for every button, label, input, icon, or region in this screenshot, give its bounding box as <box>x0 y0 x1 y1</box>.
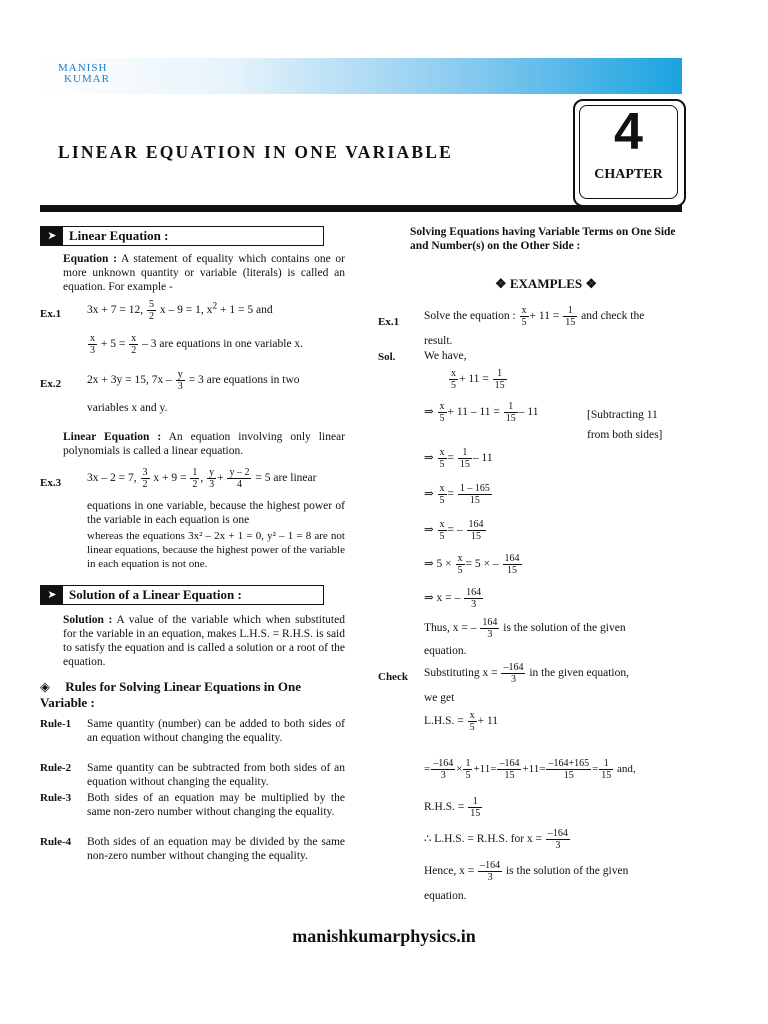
denominator: 3 <box>555 840 561 851</box>
fraction <box>431 758 455 781</box>
example-1-line-2 <box>87 333 303 356</box>
term: Equation : <box>63 253 117 265</box>
fraction <box>478 860 502 883</box>
denominator: 3 <box>177 381 183 392</box>
step-7: ⇒ x = – $\frac{164}{3}$ <box>424 587 482 610</box>
page-title: LINEAR EQUATION IN ONE VARIABLE <box>58 142 453 162</box>
fraction <box>546 828 570 851</box>
fraction <box>468 796 482 819</box>
check-label: Check <box>378 671 408 683</box>
numerator: x <box>521 305 527 316</box>
denominator: 5 <box>465 770 471 781</box>
hence-end: equation. <box>424 890 467 902</box>
logo-line-1: MANISH <box>58 62 108 74</box>
fraction <box>503 553 522 576</box>
header-banner <box>40 58 682 94</box>
term: Solution : <box>63 614 113 626</box>
eq-text: + 1 = 5 and <box>220 304 273 317</box>
fraction <box>458 483 492 506</box>
result-text: result. <box>424 335 453 347</box>
fraction <box>599 758 613 781</box>
numerator: x <box>439 401 445 412</box>
denominator: 15 <box>601 770 612 781</box>
numerator: x <box>457 553 463 564</box>
example-1-line-1 <box>87 299 273 322</box>
rule-label: Rule-1 <box>40 718 72 730</box>
eq-text: = 3 are equations in two <box>188 374 300 387</box>
eq-text: L.H.S. = <box>424 715 464 728</box>
example-label: Ex.2 <box>40 378 62 390</box>
eq-text: in the given equation, <box>529 667 629 680</box>
linear-equation-definition <box>63 430 345 458</box>
denominator: 2 <box>148 311 154 322</box>
numerator: –164 <box>547 828 568 839</box>
numerator: 1 <box>192 467 198 478</box>
chapter-number: 4 <box>614 103 643 161</box>
fraction <box>463 758 472 781</box>
rule-label: Rule-3 <box>40 792 72 804</box>
numerator: –164+165 <box>548 758 590 769</box>
fraction <box>227 467 251 490</box>
denominator: 15 <box>504 770 515 781</box>
rule-label: Rule-4 <box>40 836 72 848</box>
denominator: 3 <box>471 599 477 610</box>
eq-text: = 5 are linear <box>255 472 317 485</box>
check-line-1 <box>424 662 629 685</box>
fraction <box>520 305 529 328</box>
denominator: 15 <box>563 770 574 781</box>
rule-text: Same quantity can be subtracted from both sides of an equation without changing the equality. <box>87 762 345 788</box>
denominator: 15 <box>471 531 482 542</box>
hence-line <box>424 860 628 883</box>
denominator: 15 <box>470 808 481 819</box>
fraction <box>480 617 499 640</box>
rules-title: Rules for Solving Linear Equations in One Variable : <box>40 679 301 710</box>
fraction <box>176 369 185 392</box>
numerator: –164 <box>480 860 501 871</box>
rhs-line <box>424 796 483 819</box>
fraction <box>449 368 458 391</box>
implies-icon: ⇒ <box>424 452 434 465</box>
denominator: 5 <box>439 459 445 470</box>
example-label: Ex.3 <box>40 477 62 489</box>
fraction <box>504 401 518 424</box>
fraction <box>147 299 156 322</box>
denominator: 5 <box>439 531 445 542</box>
numerator: y – 2 <box>229 467 250 478</box>
denominator: 2 <box>192 479 198 490</box>
numerator: 164 <box>466 587 482 598</box>
implies-icon: ⇒ <box>424 592 434 605</box>
solution-label: Sol. <box>378 351 396 363</box>
definition-text: A statement of equality which contains one or more unknown quantity or variable (literals) is called an equation. For example - <box>63 253 346 293</box>
eq-text: Substituting x = <box>424 667 498 680</box>
denominator: 15 <box>459 459 470 470</box>
example-3-explanation-2: whereas the equations 3x² – 2x + 1 = 0, y² – 1 = 8 are not linear equations, because the highest power of the variable in each equation is not one. <box>87 530 345 570</box>
step-4: ⇒ $\frac{x}{5}$ = $\frac{1 - 165}{15}$ <box>424 483 490 506</box>
footer-website[interactable]: manishkumarphysics.in <box>292 926 476 946</box>
numerator: x <box>439 447 445 458</box>
section-heading-linear-equation <box>40 226 324 246</box>
lhs-evaluation: = $\frac{-164}{3}$ × $\frac{1}{5}$ +11= $\frac{-164}{15}$ +11= $\frac{-164+165}{15}$ = $\frac{1}{15}$ and, <box>424 758 636 781</box>
exponent: 2 <box>212 300 218 312</box>
examples-heading: ❖ EXAMPLES ❖ <box>494 276 598 291</box>
eq-text: R.H.S. = <box>424 801 465 814</box>
section-title: Linear Equation : <box>69 228 169 243</box>
numerator: y <box>177 369 183 380</box>
fraction <box>468 710 477 733</box>
conclusion <box>424 617 626 640</box>
numerator: 1 <box>563 305 577 317</box>
rules-heading <box>40 679 345 711</box>
example-3-line-1: 3x – 2 = 7, $\frac{3}{2}$ x + 9 = $\frac{1}{2}$ , $\frac{y}{3}$ + $\frac{y - 2}{4}$ = 5 are linear <box>87 467 317 490</box>
fraction <box>438 483 447 506</box>
diamond-icon: ◈ <box>40 679 50 694</box>
eq-text: Hence, x = <box>424 865 475 878</box>
eq-text: 3x + 7 = 12, <box>87 304 144 317</box>
denominator: 3 <box>440 770 446 781</box>
logo-line-2: KUMAR <box>64 73 110 85</box>
numerator: x <box>439 483 445 494</box>
denominator: 15 <box>565 317 576 328</box>
numerator: 1 <box>493 368 507 380</box>
numerator: x <box>469 710 475 721</box>
denominator: 5 <box>451 380 456 391</box>
eq-text: 2x + 3y = 15, 7x – <box>87 374 172 387</box>
denominator: 5 <box>469 722 475 733</box>
denominator: 15 <box>469 495 480 506</box>
eq-text: + 5 = <box>100 338 126 351</box>
eq-text: – 3 are equations in one variable x. <box>142 338 304 351</box>
fraction <box>497 758 521 781</box>
fraction <box>129 333 138 356</box>
numerator: 1 – 165 <box>459 483 490 494</box>
fraction <box>438 401 447 424</box>
section-heading-solution <box>40 585 324 605</box>
numerator: x <box>439 519 445 530</box>
denominator: 4 <box>236 479 242 490</box>
fraction <box>190 467 199 490</box>
fraction <box>456 553 465 576</box>
numerator: –164 <box>499 758 520 769</box>
eq-text: x – 9 = 1, x <box>159 304 213 317</box>
example-2-line-1 <box>87 369 300 392</box>
denominator: 2 <box>131 345 137 356</box>
definition-text: An equation involving only linear polynomials is called a linear equation. <box>63 431 345 457</box>
step-5: ⇒ $\frac{x}{5}$ = – $\frac{164}{15}$ <box>424 519 484 542</box>
denominator: 5 <box>521 317 527 328</box>
numerator: 1 <box>599 758 613 770</box>
denominator: 3 <box>487 872 493 883</box>
numerator: 1 <box>465 758 471 769</box>
fraction <box>501 662 525 685</box>
conclusion-end: equation. <box>424 645 467 657</box>
fraction <box>546 758 591 781</box>
step-3: ⇒ $\frac{x}{5}$ = $\frac{1}{15}$ – 11 <box>424 447 493 470</box>
numerator: x <box>90 333 95 344</box>
denominator: 15 <box>494 380 505 391</box>
step-6: ⇒ 5 × $\frac{x}{5}$ = 5 × – $\frac{164}{15}$ <box>424 553 520 576</box>
denominator: 5 <box>439 495 445 506</box>
right-example-1: Solve the equation : $\frac{x}{5}$ + 11 = $\frac{1}{15}$ and check the <box>424 305 645 328</box>
step-2-note-2: from both sides] <box>587 429 663 441</box>
step-2-note-1: [Subtracting 11 <box>587 409 658 421</box>
arrow-icon: ➤ <box>41 227 63 245</box>
fraction <box>141 467 150 490</box>
numerator: 1 <box>504 401 518 413</box>
denominator: 15 <box>505 413 516 424</box>
definition-text: A value of the variable which when substituted for the variable in an equation, makes L.H.S. = R.H.S. is said to satisfy the equation and is called a solution or a root of the equation. <box>63 614 345 668</box>
fraction <box>458 447 472 470</box>
equation-definition <box>63 252 345 294</box>
brand-logo <box>58 63 110 85</box>
term: Linear Equation : <box>63 431 162 443</box>
numerator: 1 <box>468 796 482 808</box>
solution-definition <box>63 613 345 669</box>
denominator: 3 <box>90 345 95 356</box>
step-1: $\frac{x}{5}$ + 11 = $\frac{1}{15}$ <box>451 368 505 391</box>
implies-icon: ⇒ <box>424 488 434 501</box>
eq-text: Solve the equation : <box>424 310 516 323</box>
fraction <box>207 467 216 490</box>
fraction <box>563 305 577 328</box>
rule-text: Both sides of an equation may be multiplied by the same non-zero number without changing the equality. <box>87 792 345 818</box>
fraction <box>438 447 447 470</box>
right-heading: Solving Equations having Variable Terms on One Side and Number(s) on the Other Side : <box>410 226 676 252</box>
fraction <box>467 519 486 542</box>
therefore-line <box>424 828 571 851</box>
numerator: 5 <box>148 299 154 310</box>
example-label: Ex.1 <box>378 316 400 328</box>
numerator: x <box>451 368 456 379</box>
chapter-label: CHAPTER <box>594 167 663 182</box>
lhs-line: L.H.S. = $\frac{x}{5}$ + 11 <box>424 710 499 733</box>
check-line-2: we get <box>424 692 455 704</box>
numerator: 164 <box>482 617 498 628</box>
eq-text: and, <box>617 763 636 776</box>
eq-text: 3x – 2 = 7, <box>87 472 137 485</box>
fraction <box>438 519 447 542</box>
eq-text: ∴ L.H.S. = R.H.S. for x = <box>424 833 543 846</box>
solution-intro: We have, <box>424 350 467 362</box>
example-3-explanation-1: equations in one variable, because the highest power of the variable in each equation is one <box>87 500 345 526</box>
denominator: 3 <box>510 674 516 685</box>
numerator: 164 <box>504 553 520 564</box>
fraction <box>493 368 507 391</box>
denominator: 3 <box>209 479 215 490</box>
header-rule <box>40 205 682 212</box>
denominator: 2 <box>142 479 148 490</box>
section-title: Solution of a Linear Equation : <box>69 587 242 602</box>
denominator: 5 <box>439 413 445 424</box>
eq-text: Thus, x = – <box>424 622 477 635</box>
denominator: 15 <box>507 565 517 576</box>
arrow-icon: ➤ <box>41 586 63 604</box>
rule-label: Rule-2 <box>40 762 72 774</box>
numerator: x <box>131 333 137 344</box>
example-label: Ex.1 <box>40 308 62 320</box>
rule-text: Same quantity (number) can be added to both sides of an equation without changing the equality. <box>87 718 345 744</box>
eq-text: is the solution of the given <box>503 622 626 635</box>
rule-text: Both sides of an equation may be divided by the same non-zero number without changing the equality. <box>87 836 345 862</box>
example-2-line-2: variables x and y. <box>87 402 168 414</box>
eq-text: x + 9 = <box>153 472 187 485</box>
numerator: 3 <box>142 467 148 478</box>
numerator: –164 <box>503 662 524 673</box>
step-2: ⇒ $\frac{x}{5}$ + 11 – 11 = $\frac{1}{15}$ – 11 <box>424 401 539 424</box>
eq-text: is the solution of the given <box>505 865 629 878</box>
denominator: 3 <box>487 629 493 640</box>
denominator: 5 <box>457 565 463 576</box>
implies-icon: ⇒ <box>424 406 434 419</box>
implies-icon: ⇒ <box>424 558 434 571</box>
fraction <box>88 333 97 356</box>
eq-text: and check the <box>581 310 645 323</box>
implies-icon: ⇒ <box>424 524 434 537</box>
numerator: 164 <box>468 519 484 530</box>
numerator: 1 <box>458 447 472 459</box>
numerator: –164 <box>433 758 454 769</box>
numerator: y <box>209 467 215 478</box>
fraction <box>464 587 483 610</box>
